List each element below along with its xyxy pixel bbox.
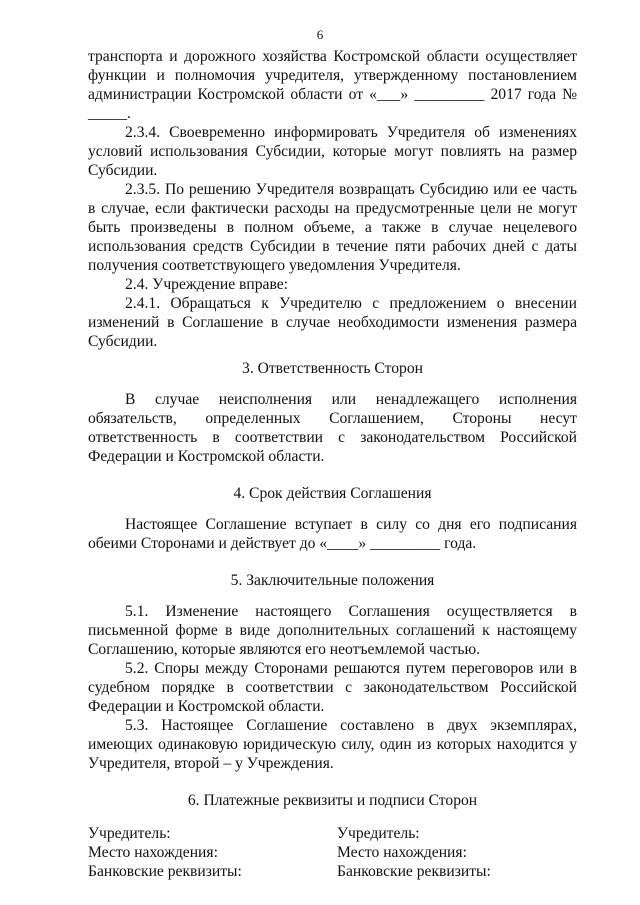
page-number: 6 xyxy=(316,27,324,42)
paragraph-5-2: 5.2. Споры между Сторонами решаются путем переговоров или в судебном порядке в соответствии с законодательством Российской Федерации и Костромской области. xyxy=(88,660,577,715)
left-location-label: Место нахождения: xyxy=(88,844,218,861)
left-bank-label: Банковские реквизиты: xyxy=(88,863,242,880)
left-founder-label: Учредитель: xyxy=(88,825,171,842)
document-body xyxy=(88,47,577,881)
section-3-heading: 3. Ответственность Сторон xyxy=(242,360,423,377)
paragraph-intro: транспорта и дорожного хозяйства Костромской области осуществляет функции и полномочия учредителя, утвержденному постановлением администрации Костромской области от «___» _________ 2017 года № _____. xyxy=(88,48,577,122)
signature-block xyxy=(88,824,577,881)
signature-left xyxy=(88,824,328,881)
section-4-text: Настоящее Соглашение вступает в силу со дня его подписания обеими Сторонами и действует до «____» _________ года. xyxy=(88,516,577,552)
signature-right xyxy=(337,824,577,881)
section-4-heading: 4. Срок действия Соглашения xyxy=(233,485,432,502)
right-bank-label: Банковские реквизиты: xyxy=(337,863,491,880)
paragraph-2-4: 2.4. Учреждение вправе: xyxy=(125,276,288,293)
right-founder-label: Учредитель: xyxy=(337,825,420,842)
section-5-heading: 5. Заключительные положения xyxy=(230,572,435,589)
section-6-heading: 6. Платежные реквизиты и подписи Сторон xyxy=(187,792,478,809)
paragraph-2-3-4: 2.3.4. Своевременно информировать Учредителя об изменениях условий использования Субсидии, которые могут повлиять на размер Субсидии. xyxy=(88,124,577,179)
right-location-label: Место нахождения: xyxy=(337,844,467,861)
paragraph-2-4-1: 2.4.1. Обращаться к Учредителю с предложением о внесении изменений в Соглашение в случае необходимости изменения размера Субсидии. xyxy=(88,295,577,350)
paragraph-5-1: 5.1. Изменение настоящего Соглашения осуществляется в письменной форме в виде дополнительных соглашений к настоящему Соглашению, которые являются его неотъемлемой частью. xyxy=(88,603,577,658)
section-3-text: В случае неисполнения или ненадлежащего исполнения обязательств, определенных Соглашением, Стороны несут ответственность в соответствии с законодательством Российской Федерации и Костромской области. xyxy=(88,391,577,465)
paragraph-5-3: 5.3. Настоящее Соглашение составлено в двух экземплярах, имеющих одинаковую юридическую силу, один из которых находится у Учредителя, второй – у Учреждения. xyxy=(88,717,577,772)
paragraph-2-3-5: 2.3.5. По решению Учредителя возвращать Субсидию или ее часть в случае, если фактически расходы на предусмотренные цели не могут быть произведены в полном объеме, а также в случае нецелевого использования средств Субсидии в течение пяти рабочих дней с даты получения соответствующего уведомления Учредителя. xyxy=(88,181,577,274)
